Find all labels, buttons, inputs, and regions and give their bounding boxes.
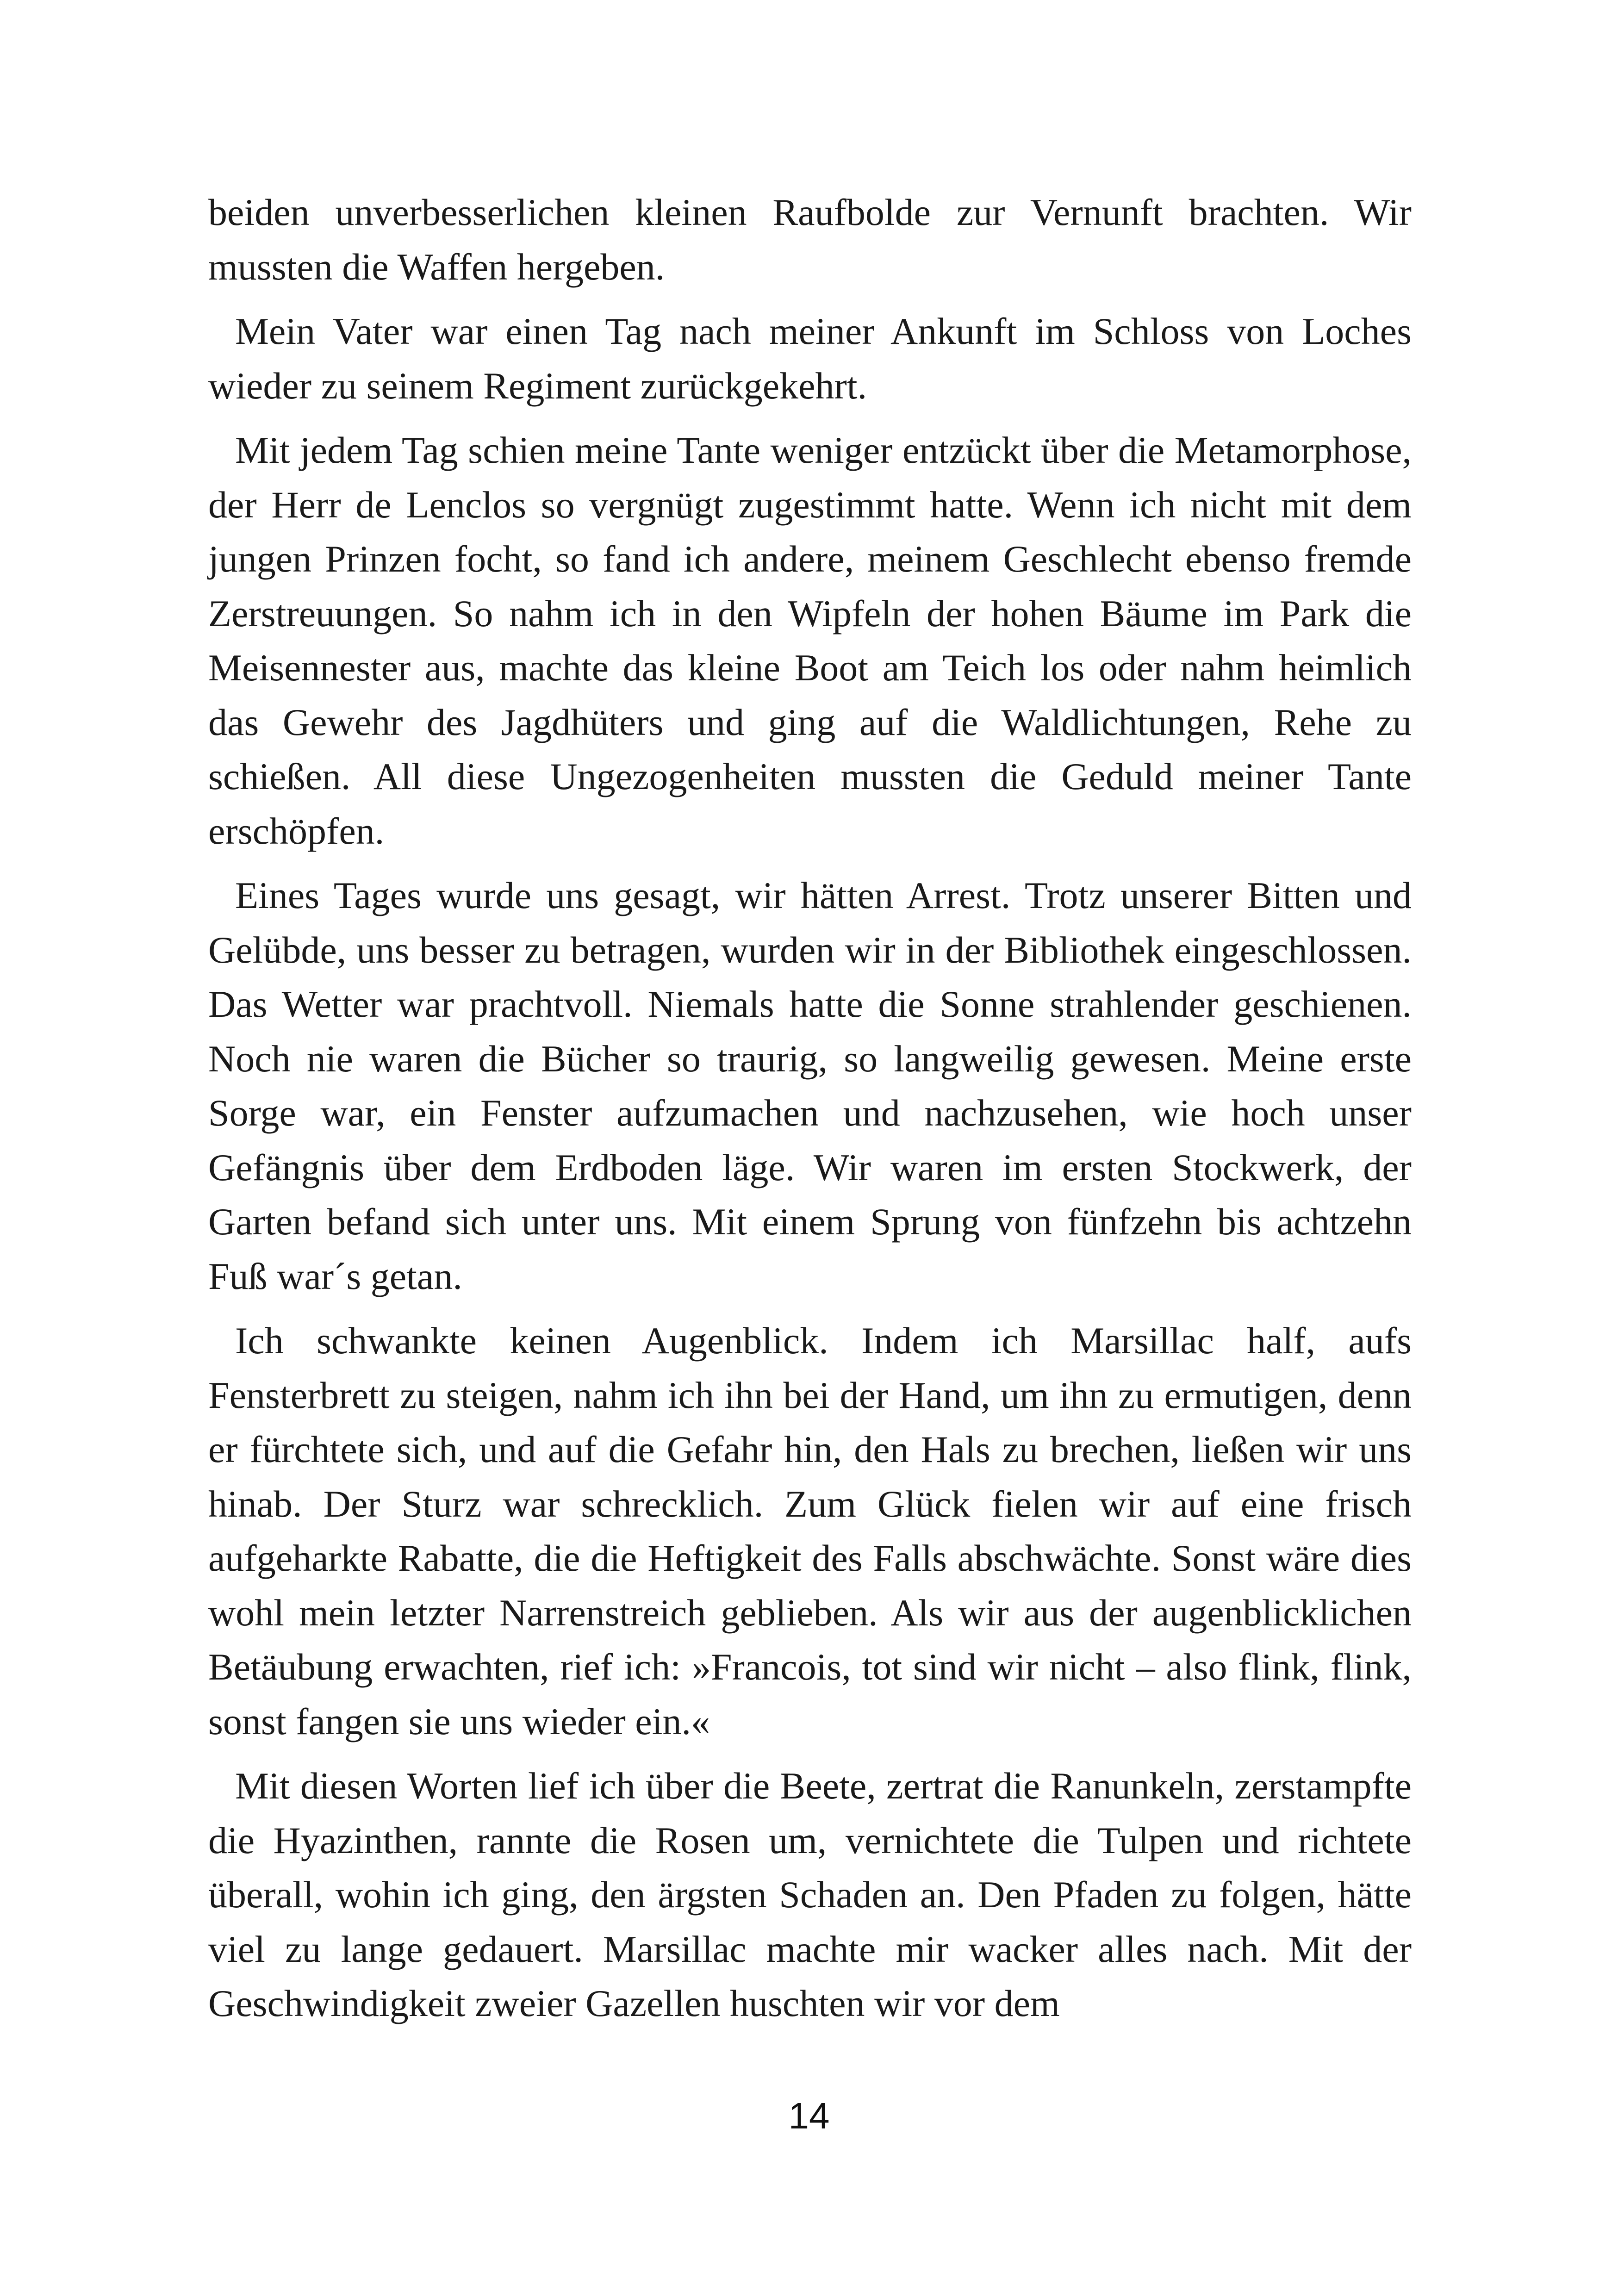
paragraph: Mein Vater war einen Tag nach meiner Ankunft im Schloss von Loches wieder zu seinem Regiment zurückgekehrt. xyxy=(208,310,1412,407)
body-text xyxy=(208,185,1412,2031)
page-number: 14 xyxy=(788,2095,830,2136)
paragraph-continuation: beiden unverbesserlichen kleinen Raufbolde zur Vernunft brachten. Wir mussten die Waffen hergeben. xyxy=(208,191,1412,288)
paragraph: Mit jedem Tag schien meine Tante weniger entzückt über die Metamorphose, der Herr de Lenclos so vergnügt zugestimmt hatte. Wenn ich nicht mit dem jungen Prinzen focht, so fand ich andere, meinem Geschlecht ebenso fremde Zerstreuungen. So nahm ich in den Wipfeln der hohen Bäume im Park die Meisennester aus, machte das kleine Boot am Teich los oder nahm heimlich das Gewehr des Jagdhüters und ging auf die Waldlichtungen, Rehe zu schießen. All diese Ungezogenheiten mussten die Geduld meiner Tante erschöpfen. xyxy=(208,429,1412,852)
paragraph: Mit diesen Worten lief ich über die Beete, zertrat die Ranunkeln, zerstampfte die Hyazinthen, rannte die Rosen um, vernichtete die Tulpen und richtete überall, wohin ich ging, den ärgsten Schaden an. Den Pfaden zu folgen, hätte viel zu lange gedauert. Marsillac machte mir wacker alles nach. Mit der Geschwindigkeit zweier Gazellen huschten wir vor dem xyxy=(208,1765,1412,2024)
paragraph: Ich schwankte keinen Augenblick. Indem ich Marsillac half, aufs Fensterbrett zu steigen, nahm ich ihn bei der Hand, um ihn zu ermutigen, denn er fürchtete sich, und auf die Gefahr hin, den Hals zu brechen, ließen wir uns hinab. Der Sturz war schrecklich. Zum Glück fielen wir auf eine frisch aufgeharkte Rabatte, die die Heftigkeit des Falls abschwächte. Sonst wäre dies wohl mein letzter Narrenstreich geblieben. Als wir aus der augenblicklichen Betäubung erwachten, rief ich: »Francois, tot sind wir nicht – also flink, flink, sonst fangen sie uns wieder ein.« xyxy=(208,1319,1412,1742)
paragraph: Eines Tages wurde uns gesagt, wir hätten Arrest. Trotz unserer Bitten und Gelübde, uns besser zu betragen, wurden wir in der Bibliothek eingeschlossen. Das Wetter war prachtvoll. Niemals hatte die Sonne strahlender geschienen. Noch nie waren die Bücher so traurig, so langweilig gewesen. Meine erste Sorge war, ein Fenster aufzumachen und nachzusehen, wie hoch unser Gefängnis über dem Erdboden läge. Wir waren im ersten Stockwerk, der Garten befand sich unter uns. Mit einem Sprung von fünfzehn bis achtzehn Fuß war´s getan. xyxy=(208,874,1412,1297)
